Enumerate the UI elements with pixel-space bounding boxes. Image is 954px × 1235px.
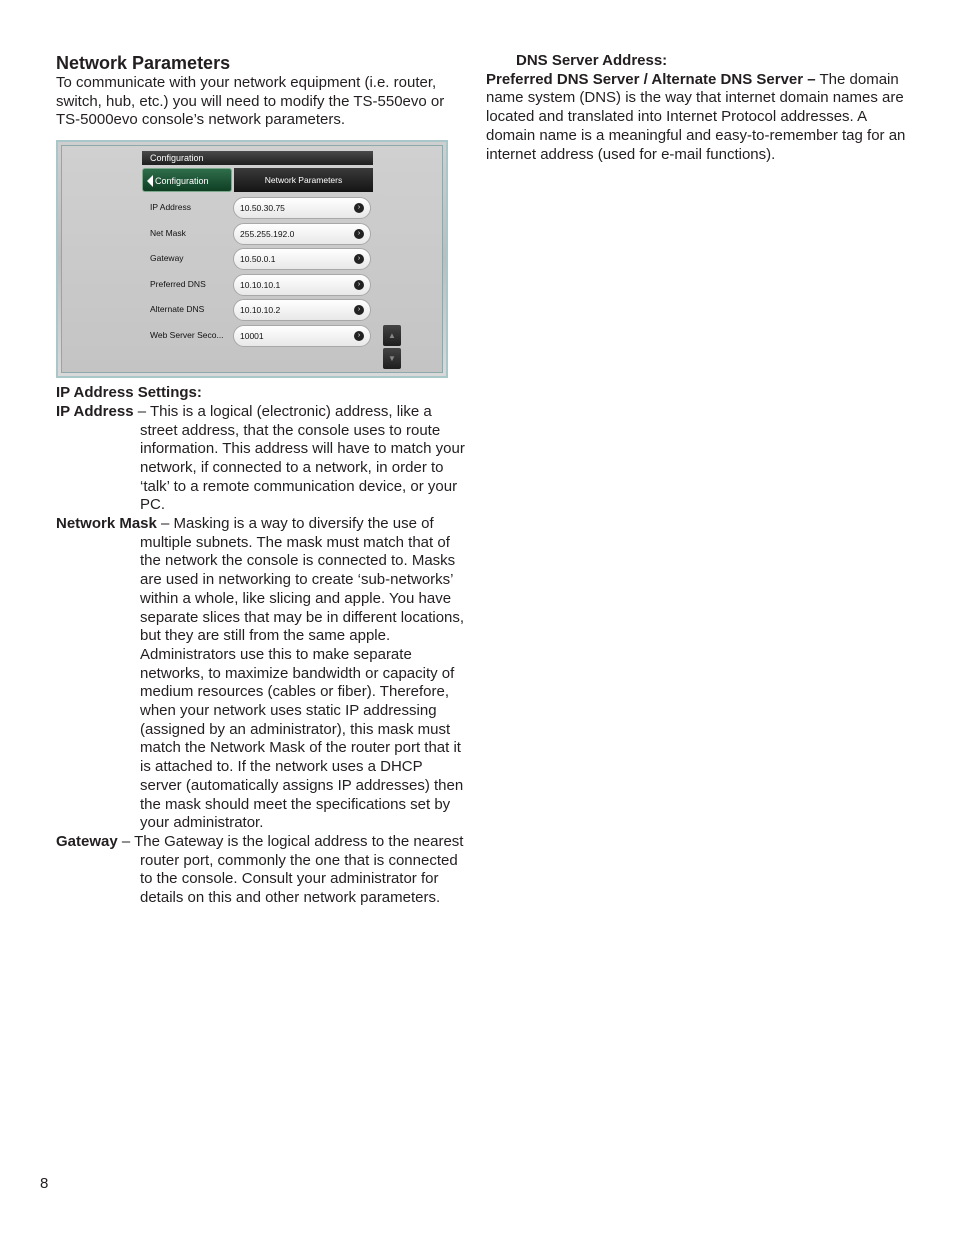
gateway-field[interactable] [233,248,371,270]
dns-heading: DNS Server Address: [516,52,668,69]
dns-definition: The domain name system (DNS) is the way that internet domain names are located and translated into Internet Protocol addresses. A domain name is a meaningful and easy-to-remember tag for an internet address (used for e-mail functions). [486,70,906,163]
term-network-mask [56,515,468,833]
section-heading: Network Parameters [56,53,231,73]
config-title-bar: Configuration [142,151,373,165]
chevron-right-circle-icon[interactable]: › [354,331,364,341]
term-ip-address [56,403,468,515]
back-tab-label: Configuration [155,176,209,187]
param-row-ip-address[interactable] [142,197,373,219]
ip-address-field[interactable] [233,197,371,219]
param-label: Preferred DNS [150,278,206,289]
chevron-right-circle-icon[interactable]: › [354,280,364,290]
preferred-dns-field[interactable] [233,274,371,296]
term-definition: – This is a logical (electronic) address, like a street address, that the console uses to route information. This address will have to match your network, if connected to a network, in order to ‘talk’ to a remote communication device, or your PC. [133,402,465,514]
param-value: 10.10.10.2 [240,305,281,316]
param-value: 10.50.30.75 [240,203,285,214]
param-row-gateway[interactable] [142,248,373,270]
param-row-web-server[interactable] [142,325,373,347]
ip-settings-subheading: IP Address Settings: [56,384,202,402]
network-parameters-screenshot [56,140,448,378]
param-row-preferred-dns[interactable] [142,274,373,296]
chevron-right-circle-icon[interactable]: › [354,229,364,239]
param-label: Net Mask [150,227,186,238]
term-label: Network Mask [56,515,157,533]
param-value: 255.255.192.0 [240,228,295,239]
term-label: Gateway [56,832,118,850]
param-value: 10.10.10.1 [240,279,281,290]
chevron-right-circle-icon[interactable]: › [354,305,364,315]
intro-paragraph: To communicate with your network equipment (i.e. router, switch, hub, etc.) you will need to modify the TS-550evo or TS-5000evo console’s network parameters. [56,74,445,129]
tab-bar [142,168,373,192]
scroll-down-icon[interactable]: ▼ [383,348,401,369]
web-server-field[interactable] [233,325,371,347]
param-row-alternate-dns[interactable] [142,299,373,321]
chevron-right-circle-icon[interactable]: › [354,203,364,213]
net-mask-field[interactable] [233,223,371,245]
alternate-dns-field[interactable] [233,299,371,321]
left-column [56,52,468,908]
term-gateway [56,833,468,908]
term-definition: – Masking is a way to diversify the use of multiple subnets. The mask must match that of the network the console is connected to. Masks are used in networking to create ‘sub-networks’ within a whole, like slicing and apple. You have separate slices that may be in different locations, but they are still from the same apple. Administrators use this to make separate networks, to maximize bandwidth or capacity of medium resources (cables or fiber). Therefore, when your network uses static IP addressing (assigned by an administrator), this mask must match the Network Mask of the router port that it is attached to. If the network uses a DHCP server (automatically assigns IP addresses) then the mask should meet the specifications set by your administrator. [140,515,465,832]
param-label: IP Address [150,202,191,213]
param-label: Gateway [150,253,184,264]
page-number: 8 [40,1175,49,1192]
param-label: Alternate DNS [150,304,205,315]
param-row-net-mask[interactable] [142,223,373,245]
dns-paragraph [486,71,906,165]
term-definition: – The Gateway is the logical address to the nearest router port, commonly the one that is connected to the console. Consult your administrator for details on this and other network parameters. [117,832,464,907]
screenshot-frame [61,145,443,373]
right-column [486,52,906,164]
param-value: 10.50.0.1 [240,254,276,265]
scroll-up-icon[interactable]: ▲ [383,325,401,346]
term-label: IP Address [56,402,134,420]
param-label: Web Server Seco... [150,329,224,340]
chevron-right-circle-icon[interactable]: › [354,254,364,264]
tab-network-parameters: Network Parameters [234,168,373,192]
back-to-configuration-button[interactable] [142,168,232,192]
back-arrow-icon [147,175,153,187]
dns-term: Preferred DNS Server / Alternate DNS Server – [486,70,816,88]
param-value: 10001 [240,330,264,341]
